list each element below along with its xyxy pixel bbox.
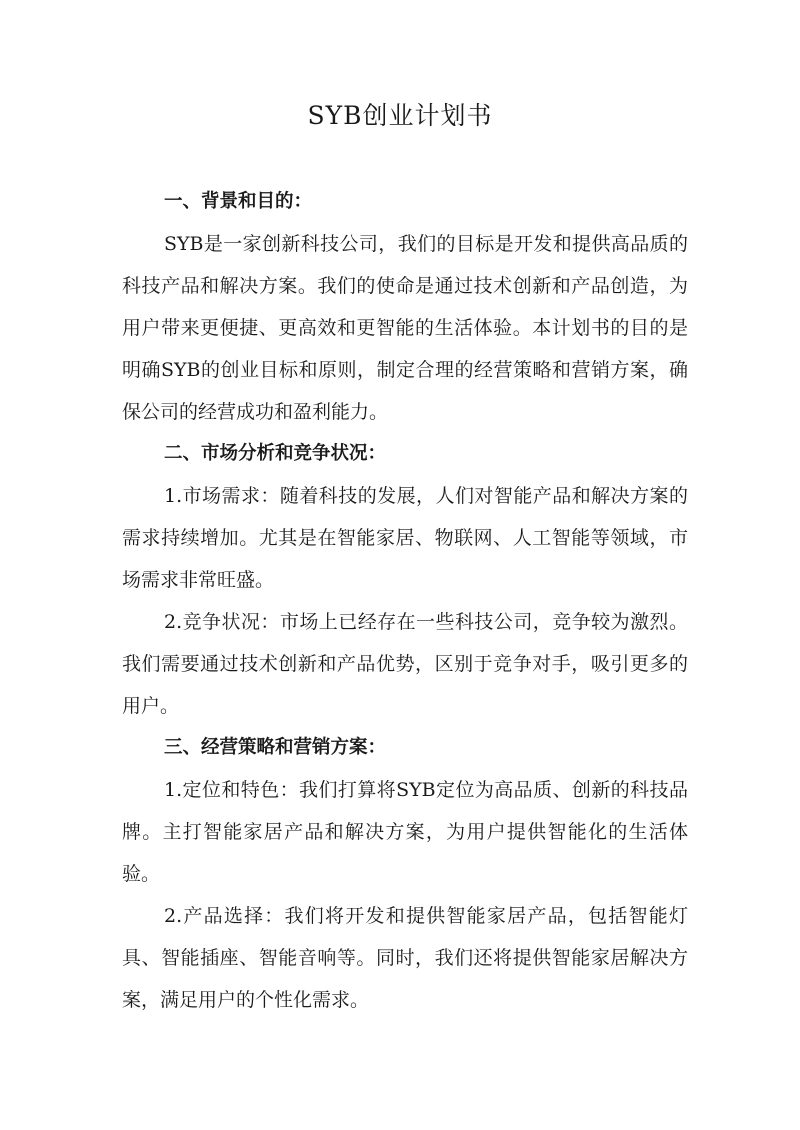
document-body: [122, 181, 688, 1021]
section-market-analysis: [122, 433, 688, 727]
section-paragraph: 1.定位和特色：我们打算将SYB定位为高品质、创新的科技品牌。主打智能家居产品和解决方案，为用户提供智能化的生活体验。: [122, 779, 688, 885]
section-heading: 一、背景和目的：: [164, 191, 313, 212]
section-paragraph: 1.市场需求：随着科技的发展，人们对智能产品和解决方案的需求持续增加。尤其是在智能家居、物联网、人工智能等领域，市场需求非常旺盛。: [122, 485, 688, 591]
section-strategy: [122, 727, 688, 1021]
section-heading: 二、市场分析和竞争状况：: [164, 443, 387, 464]
section-paragraph: SYB是一家创新科技公司，我们的目标是开发和提供高品质的科技产品和解决方案。我们的使命是通过技术创新和产品创造，为用户带来更便捷、更高效和更智能的生活体验。本计划书的目的是明确SYB的创业目标和原则，制定合理的经营策略和营销方案，确保公司的经营成功和盈利能力。: [122, 233, 688, 423]
section-heading: 三、经营策略和营销方案：: [164, 737, 387, 758]
section-background: [122, 181, 688, 433]
section-paragraph: 2.竞争状况：市场上已经存在一些科技公司，竞争较为激烈。我们需要通过技术创新和产品优势，区别于竞争对手，吸引更多的用户。: [122, 611, 688, 717]
document-title: SYB创业计划书: [307, 101, 493, 130]
section-paragraph: 2.产品选择：我们将开发和提供智能家居产品，包括智能灯具、智能插座、智能音响等。同时，我们还将提供智能家居解决方案，满足用户的个性化需求。: [122, 905, 688, 1011]
